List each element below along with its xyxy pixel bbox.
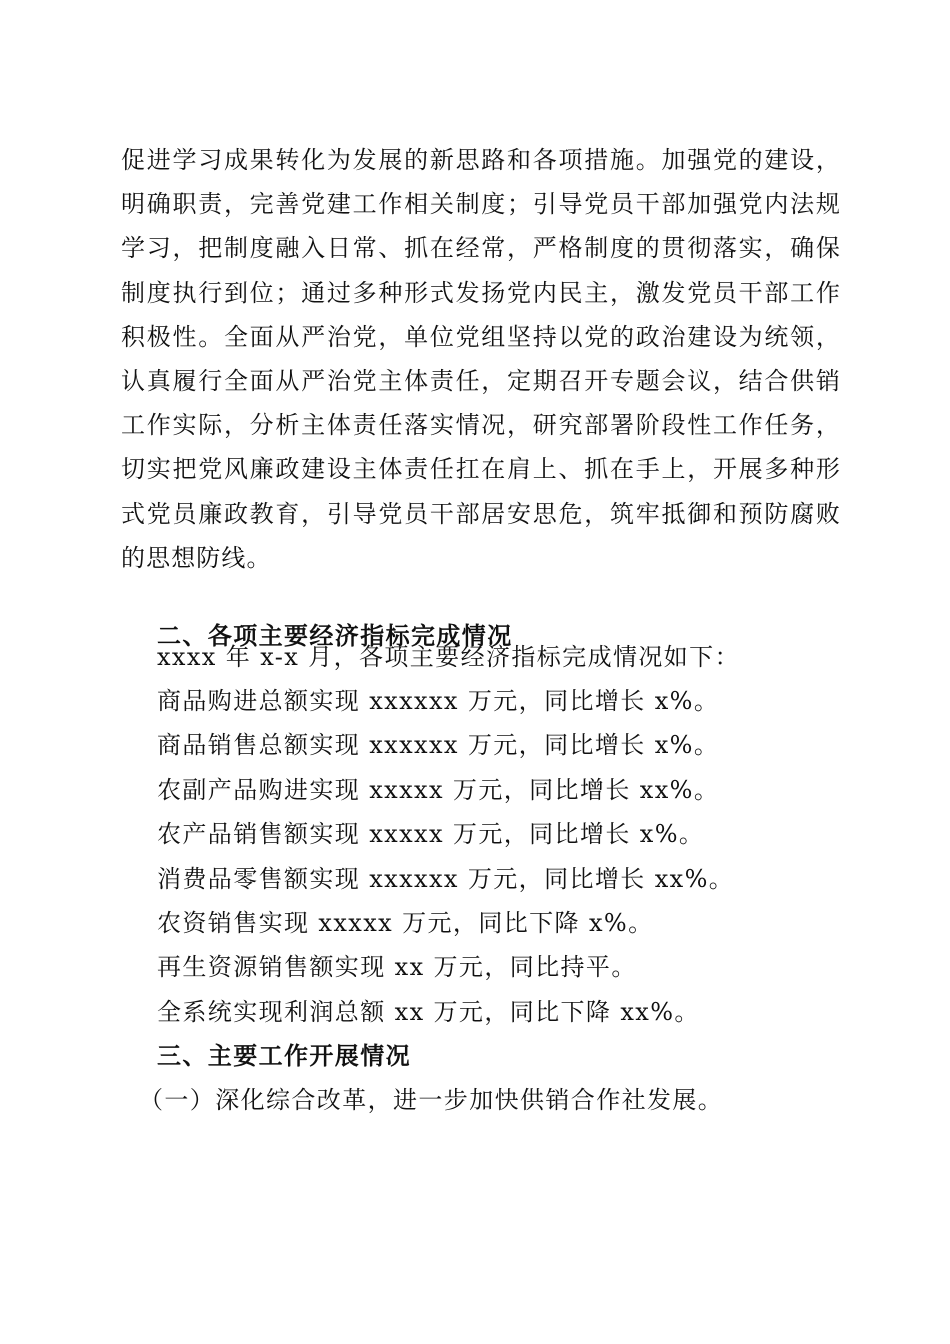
section-3-heading: 三、主要工作开展情况 bbox=[157, 1042, 411, 1070]
indicator-item: 全系统实现利润总额 xx 万元，同比下降 xx%。 bbox=[157, 998, 700, 1026]
indicator-item: 再生资源销售额实现 xx 万元，同比持平。 bbox=[157, 953, 637, 981]
intro-paragraph: 促进学习成果转化为发展的新思路和各项措施。加强党的建设，明确职责，完善党建工作相关制度；引导党员干部加强党内法规学习，把制度融入日常、抓在经常，严格制度的贯彻落实，确保制度执行到位；通过多种形式发扬党内民主，激发党员干部工作积极性。全面从严治党，单位党组坚持以党的政治建设为统领，认真履行全面从严治党主体责任，定期召开专题会议，结合供销工作实际，分析主体责任落实情况，研究部署阶段性工作任务，切实把党风廉政建设主体责任扛在肩上、抓在手上，开展多种形式党员廉政教育，引导党员干部居安思危，筑牢抵御和预防腐败的思想防线。 bbox=[121, 146, 841, 572]
section-3-subheading: （一）深化综合改革，进一步加快供销合作社发展。 bbox=[139, 1086, 724, 1114]
section-2-heading: 二、各项主要经济指标完成情况 bbox=[157, 622, 513, 650]
indicator-item: 农副产品购进实现 xxxxx 万元，同比增长 xx%。 bbox=[157, 776, 720, 804]
indicator-item: 农产品销售额实现 xxxxx 万元，同比增长 x%。 bbox=[157, 820, 705, 848]
section-2-lead: xxxx 年 x-x 月，各项主要经济指标完成情况如下： bbox=[157, 643, 740, 671]
indicator-item: 消费品零售额实现 xxxxxx 万元，同比增长 xx%。 bbox=[157, 865, 735, 893]
indicator-item: 商品销售总额实现 xxxxxx 万元，同比增长 x%。 bbox=[157, 731, 720, 759]
indicator-item: 农资销售实现 xxxxx 万元，同比下降 x%。 bbox=[157, 909, 654, 937]
indicator-item: 商品购进总额实现 xxxxxx 万元，同比增长 x%。 bbox=[157, 687, 720, 715]
